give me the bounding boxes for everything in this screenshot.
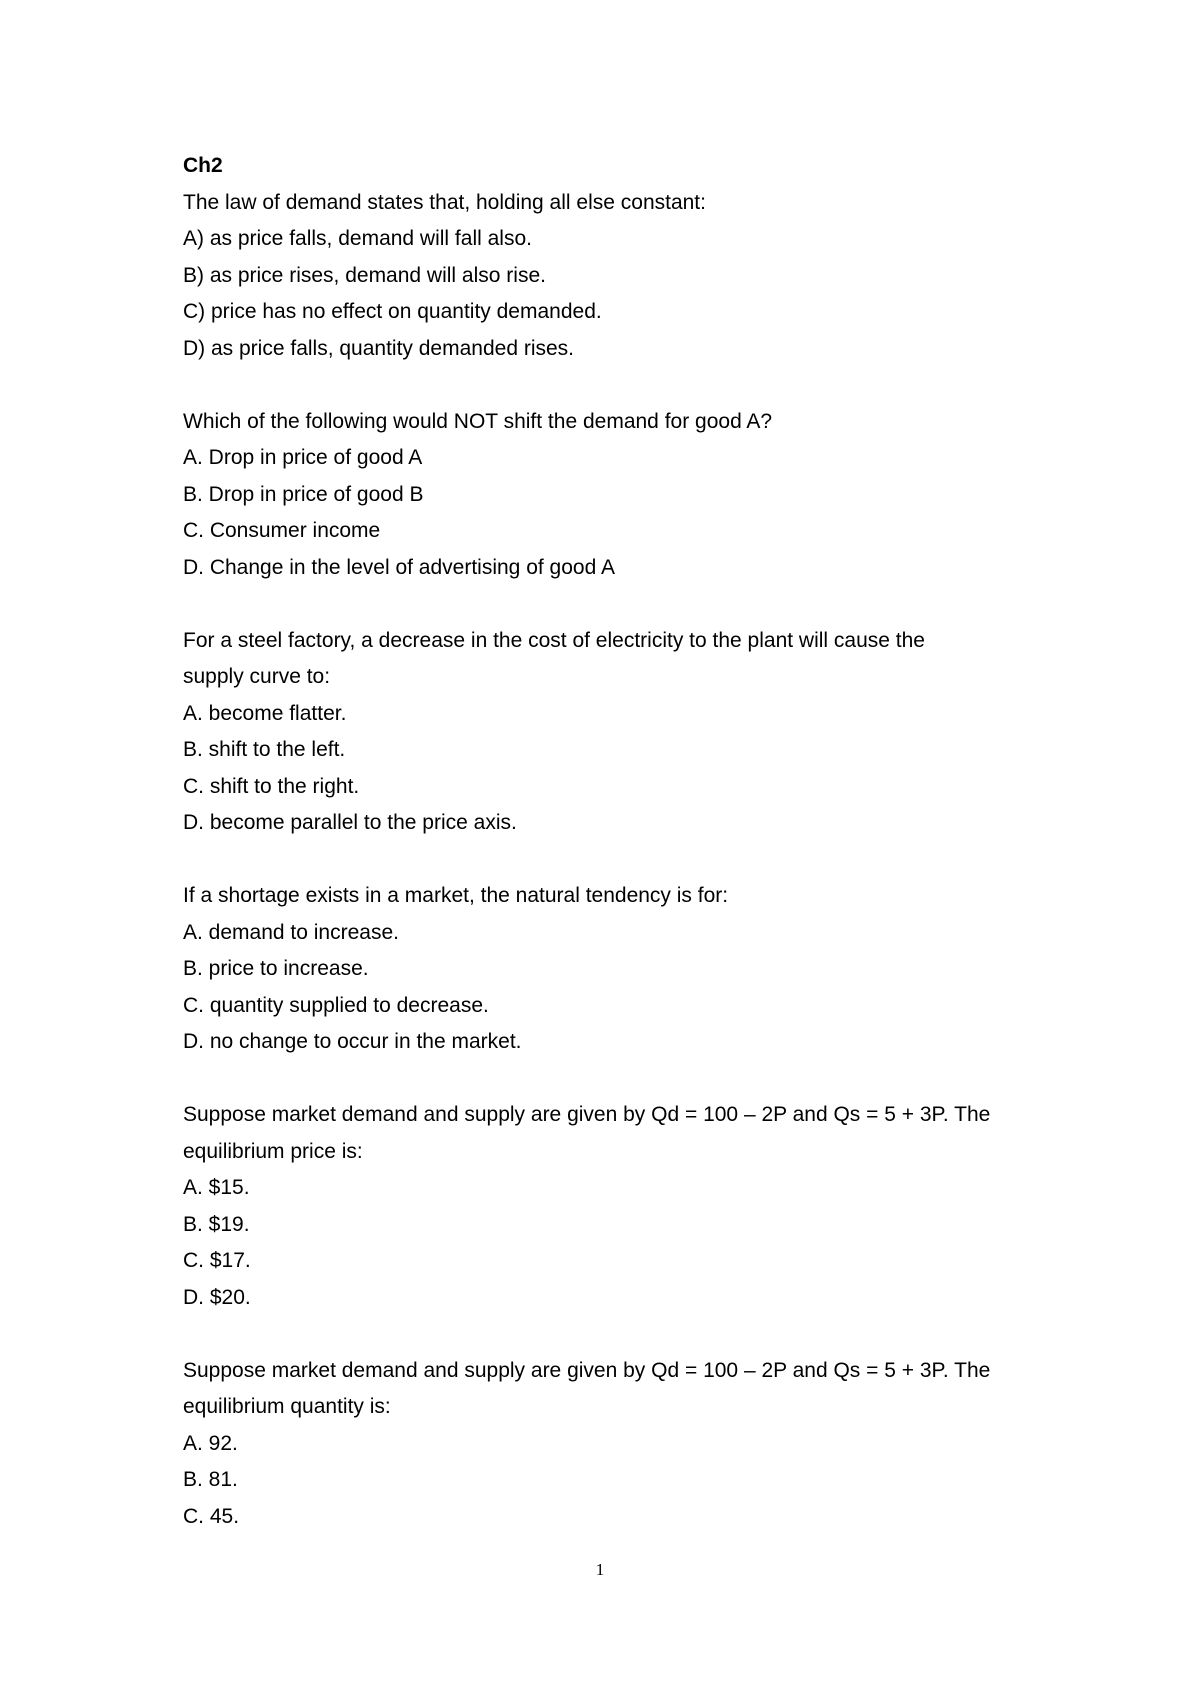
answer-option: D. Change in the level of advertising of good A bbox=[183, 555, 615, 579]
spacer bbox=[183, 1316, 1043, 1353]
question-text: For a steel factory, a decrease in the cost of electricity to the plant will cause the bbox=[183, 628, 925, 652]
question-block bbox=[183, 1353, 1043, 1536]
answer-option: A. 92. bbox=[183, 1431, 238, 1455]
answer-option: C. 45. bbox=[183, 1504, 240, 1528]
answer-option: B. shift to the left. bbox=[183, 738, 346, 761]
answer-option: B) as price rises, demand will also rise. bbox=[183, 263, 546, 287]
spacer bbox=[183, 586, 1043, 623]
answer-option: D) as price falls, quantity demanded rises. bbox=[183, 336, 575, 360]
question-text: equilibrium quantity is: bbox=[183, 1395, 391, 1418]
question-text: If a shortage exists in a market, the natural tendency is for: bbox=[183, 884, 729, 907]
question-block bbox=[183, 623, 1043, 842]
answer-option: B. Drop in price of good B bbox=[183, 482, 424, 506]
answer-option: C. shift to the right. bbox=[183, 774, 360, 798]
spacer bbox=[183, 367, 1043, 404]
answer-option: A. Drop in price of good A bbox=[183, 446, 423, 469]
question-text: The law of demand states that, holding all else constant: bbox=[183, 190, 706, 214]
answer-option: A. become flatter. bbox=[183, 701, 347, 725]
page-number: 1 bbox=[595, 1560, 605, 1579]
answer-option: C) price has no effect on quantity demanded. bbox=[183, 300, 602, 323]
answer-option: B. price to increase. bbox=[183, 957, 369, 980]
question-text: supply curve to: bbox=[183, 665, 331, 688]
question-block bbox=[183, 185, 1043, 368]
question-block bbox=[183, 878, 1043, 1061]
spacer bbox=[183, 1061, 1043, 1098]
page-content bbox=[183, 148, 1043, 1535]
answer-option: A) as price falls, demand will fall also. bbox=[183, 227, 532, 250]
spacer bbox=[183, 842, 1043, 879]
answer-option: C. $17. bbox=[183, 1249, 251, 1272]
answer-option: B. 81. bbox=[183, 1468, 238, 1491]
question-block bbox=[183, 1097, 1043, 1316]
answer-option: D. become parallel to the price axis. bbox=[183, 811, 517, 834]
question-text: equilibrium price is: bbox=[183, 1139, 363, 1163]
question-text: Suppose market demand and supply are given by Qd = 100 – 2P and Qs = 5 + 3P. The bbox=[183, 1103, 991, 1126]
answer-option: A. demand to increase. bbox=[183, 920, 399, 944]
answer-option: D. no change to occur in the market. bbox=[183, 1030, 522, 1053]
answer-option: C. quantity supplied to decrease. bbox=[183, 993, 489, 1017]
answer-option: C. Consumer income bbox=[183, 519, 381, 542]
answer-option: B. $19. bbox=[183, 1212, 250, 1236]
question-text: Suppose market demand and supply are given by Qd = 100 – 2P and Qs = 5 + 3P. The bbox=[183, 1358, 991, 1382]
answer-option: A. $15. bbox=[183, 1176, 250, 1199]
answer-option: D. $20. bbox=[183, 1285, 251, 1309]
question-block bbox=[183, 404, 1043, 587]
chapter-heading: Ch2 bbox=[183, 154, 223, 177]
question-text: Which of the following would NOT shift the demand for good A? bbox=[183, 409, 773, 433]
